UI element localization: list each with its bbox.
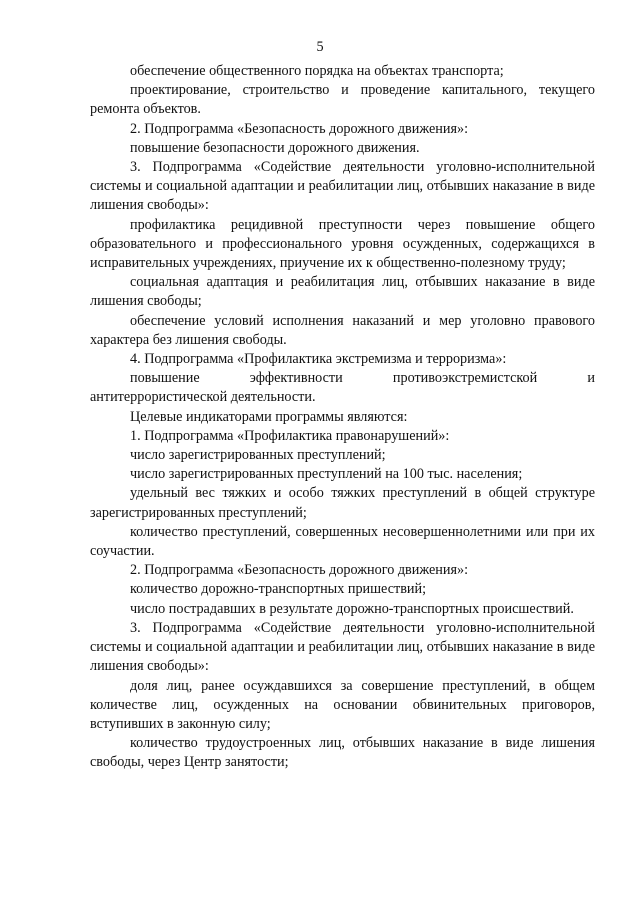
paragraph: проектирование, строительство и проведение капитального, текущего ремонта объектов. <box>90 82 595 118</box>
paragraph: количество дорожно-транспортных пришествий; <box>130 581 427 598</box>
paragraph: профилактика рецидивной преступности через повышение общего образовательного и профессионального уровня осужденных, содержащихся в исправительных учреждениях, приучение их к общественно-полезному труду; <box>90 216 595 272</box>
paragraph: социальная адаптация и реабилитация лиц, отбывших наказание в виде лишения свободы; <box>90 274 595 310</box>
paragraph: 2. Подпрограмма «Безопасность дорожного движения»: <box>130 120 469 137</box>
paragraph: повышение безопасности дорожного движения. <box>130 139 420 156</box>
paragraph: удельный вес тяжких и особо тяжких преступлений в общей структуре зарегистрированных преступлений; <box>90 485 595 521</box>
page-number: 5 <box>316 39 324 55</box>
paragraph: количество преступлений, совершенных несовершеннолетними или при их соучастии. <box>90 523 595 560</box>
paragraph: обеспечение условий исполнения наказаний и мер уголовно правового характера без лишения свободы. <box>90 312 595 348</box>
paragraph: число пострадавших в результате дорожно-транспортных происшествий. <box>130 600 574 617</box>
paragraph: число зарегистрированных преступлений; <box>130 447 386 464</box>
paragraph: 4. Подпрограмма «Профилактика экстремизма и терроризма»: <box>130 351 507 368</box>
paragraph: число зарегистрированных преступлений на 100 тыс. населения; <box>130 466 523 483</box>
paragraph: повышение эффективности противоэкстремистской и антитеррористической деятельности. <box>90 370 595 406</box>
document-body <box>90 62 595 773</box>
paragraph: Целевые индикаторами программы являются: <box>130 408 408 425</box>
paragraph: доля лиц, ранее осуждавшихся за совершение преступлений, в общем количестве лиц, осужденных на основании обвинительных приговоров, вступивших в законную силу; <box>90 677 595 732</box>
paragraph: 1. Подпрограмма «Профилактика правонарушений»: <box>130 427 450 444</box>
paragraph: 3. Подпрограмма «Содействие деятельности уголовно-исполнительной системы и социальной адаптации и реабилитации лиц, отбывших наказание в виде лишения свободы»: <box>90 619 595 675</box>
paragraph: 3. Подпрограмма «Содействие деятельности уголовно-исполнительной системы и социальной адаптации и реабилитации лиц, отбывших наказание в виде лишения свободы»: <box>90 159 595 214</box>
paragraph: количество трудоустроенных лиц, отбывших наказание в виде лишения свободы, через Центр занятости; <box>90 735 595 771</box>
paragraph: 2. Подпрограмма «Безопасность дорожного движения»: <box>130 562 469 579</box>
paragraph: обеспечение общественного порядка на объектах транспорта; <box>130 63 504 79</box>
